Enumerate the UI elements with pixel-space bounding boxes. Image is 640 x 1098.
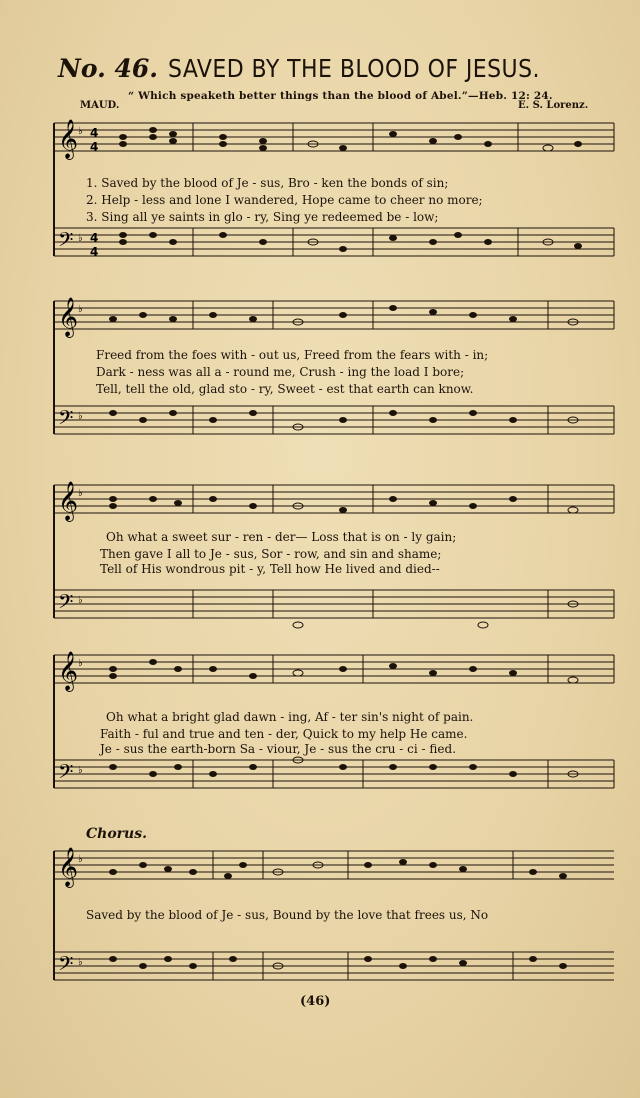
lyric-line: 3. Sing all ye saints in glo - ry, Sing ye redeemed be - low; — [86, 210, 439, 224]
bass-notes — [293, 601, 578, 628]
lyric-line: Saved by the blood of Je - sus, Bound by the love that frees us, No — [86, 908, 489, 922]
music-system-1 — [48, 118, 626, 268]
bass-clef-icon: 𝄢 — [58, 228, 74, 256]
svg-text:4: 4 — [90, 231, 99, 245]
hymn-title: SAVED BY THE BLOOD OF JESUS. — [168, 54, 540, 83]
music-system-2 — [48, 296, 626, 446]
treble-notes — [109, 859, 567, 879]
lyric-line: Faith - ful and true and ten - der, Quick to my help He came. — [100, 727, 468, 741]
bass-clef-icon: 𝄢 — [58, 760, 74, 788]
scripture-epigraph: “ Which speaketh better things than the blood of Abel.”—Heb. 12: 24. — [128, 90, 553, 102]
lyric-line: Freed from the foes with - out us, Freed from the fears with - in; — [96, 348, 489, 362]
flat-sign-icon: ♭ — [78, 854, 83, 865]
treble-clef-icon: 𝄞 — [58, 297, 79, 337]
flat-sign-icon: ♭ — [78, 233, 83, 244]
lyric-line: Je - sus the earth-born Sa - viour, Je - sus the cru - ci - fied. — [100, 742, 457, 756]
flat-sign-icon: ♭ — [78, 488, 83, 499]
flat-sign-icon: ♭ — [78, 126, 83, 137]
treble-clef-icon: 𝄞 — [58, 651, 79, 691]
lyric-line: Tell, tell the old, glad sto - ry, Sweet - est that earth can know. — [96, 382, 474, 396]
lyric-line: Then gave I all to Je - sus, Sor - row, and sin and shame; — [100, 547, 442, 561]
bass-clef-icon: 𝄢 — [58, 952, 74, 980]
lyric-line: Oh what a sweet sur - ren - der— Loss that is on - ly gain; — [106, 530, 457, 544]
hymn-header — [58, 50, 618, 90]
flat-sign-icon: ♭ — [78, 765, 83, 776]
treble-notes — [119, 127, 582, 151]
tune-name: MAUD. — [80, 100, 120, 111]
lyric-line: Oh what a bright glad dawn - ing, Af - ter sin's night of pain. — [106, 710, 474, 724]
flat-sign-icon: ♭ — [78, 304, 83, 315]
composer-name: E. S. Lorenz. — [518, 100, 589, 111]
lyric-line: Tell of His wondrous pit - y, Tell how He lived and died-- — [100, 562, 440, 576]
treble-clef-icon: 𝄞 — [58, 119, 79, 159]
hymn-number: No. 46. — [58, 54, 158, 83]
chorus-label: Chorus. — [86, 826, 147, 842]
flat-sign-icon: ♭ — [78, 411, 83, 422]
page-number: (46) — [300, 994, 331, 1009]
music-system-4 — [48, 650, 626, 800]
flat-sign-icon: ♭ — [78, 595, 83, 606]
treble-notes — [109, 659, 578, 683]
bass-clef-icon: 𝄢 — [58, 406, 74, 434]
flat-sign-icon: ♭ — [78, 957, 83, 968]
music-system-chorus — [48, 846, 626, 992]
svg-text:4: 4 — [90, 245, 99, 259]
time-signature-icon: 4 — [90, 126, 99, 140]
lyric-line: Dark - ness was all a - round me, Crush - ing the load I bore; — [96, 365, 465, 379]
bass-clef-icon: 𝄢 — [58, 590, 74, 618]
flat-sign-icon: ♭ — [78, 658, 83, 669]
bass-notes — [109, 956, 567, 969]
svg-text:4: 4 — [90, 140, 99, 154]
treble-clef-icon: 𝄞 — [58, 481, 79, 521]
lyric-line: 2. Help - less and lone I wandered, Hope came to cheer no more; — [86, 193, 483, 207]
music-system-3 — [48, 480, 626, 630]
lyric-line: 1. Saved by the blood of Je - sus, Bro - ken the bonds of sin; — [86, 176, 449, 190]
staff-pair-4 — [48, 650, 626, 800]
treble-clef-icon: 𝄞 — [58, 847, 79, 887]
